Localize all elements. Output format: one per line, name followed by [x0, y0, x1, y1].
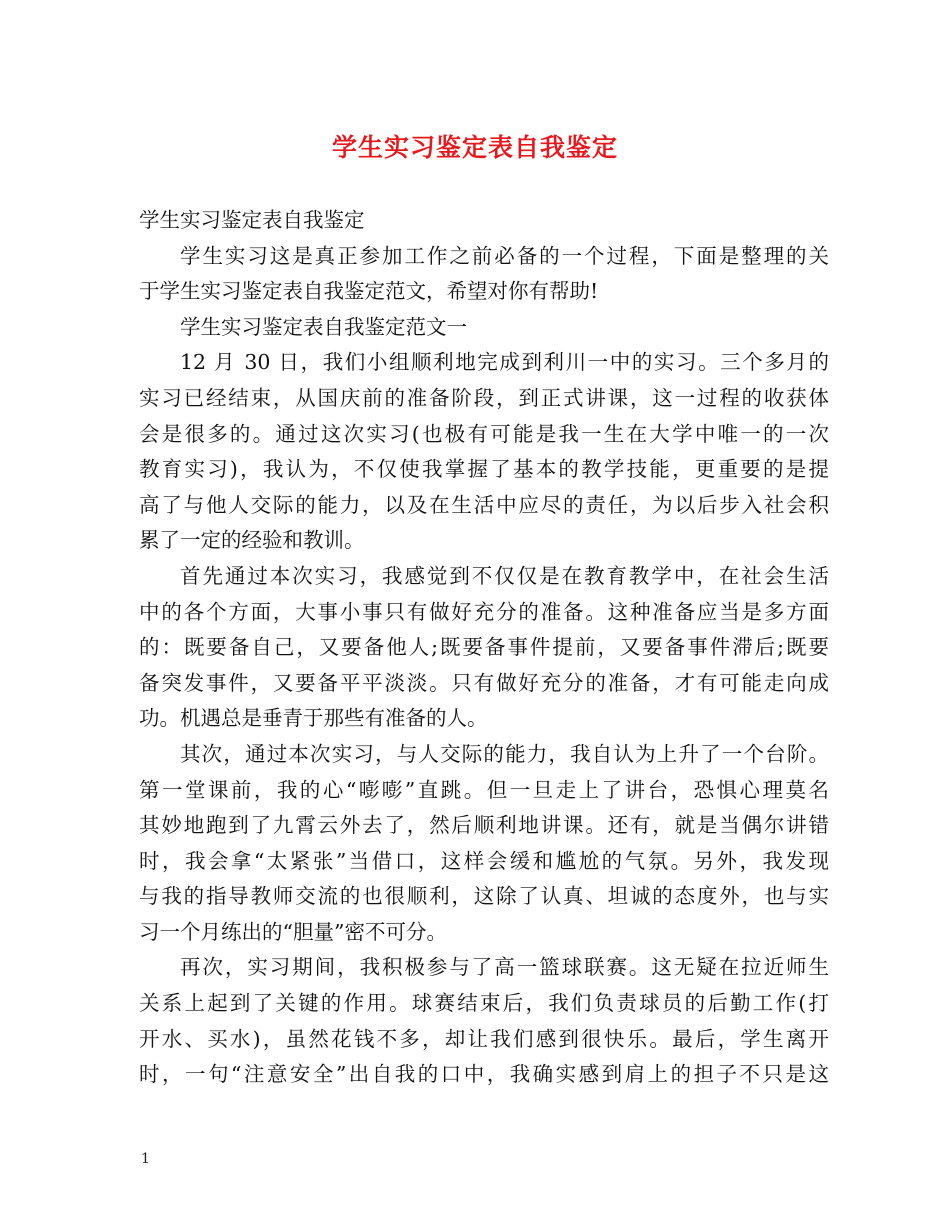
body-line: 中的各个方面，大事小事只有做好充分的准备。这种准备应当是多方面 [139, 599, 829, 624]
body-line: 关系上起到了关键的作用。球赛结束后，我们负责球员的后勤工作(打 [139, 991, 829, 1016]
body-line: 学生实习这是真正参加工作之前必备的一个过程，下面是整理的关 [180, 243, 829, 268]
body-line: 教育实习)，我认为，不仅使我掌握了基本的教学技能，更重要的是提 [139, 457, 829, 482]
body-line: 实习已经结束，从国庆前的准备阶段，到正式讲课，这一过程的收获体 [139, 385, 829, 410]
body-line: 第一堂课前，我的心“嘭嘭”直跳。但一旦走上了讲台，恐惧心理莫名 [139, 777, 829, 802]
body-line: 12 月 30 日，我们小组顺利地完成到利川一中的实习。三个多月的 [180, 350, 829, 375]
body-line: 会是很多的。通过这次实习(也极有可能是我一生在大学中唯一的一次 [139, 421, 829, 446]
body-line: 习一个月练出的“胆量”密不可分。 [139, 919, 447, 944]
body-line: 首先通过本次实习，我感觉到不仅仅是在教育教学中，在社会生活 [180, 563, 829, 588]
document-body [139, 203, 829, 1093]
document-title: 学生实习鉴定表自我鉴定 [331, 133, 618, 162]
body-line: 其次，通过本次实习，与人交际的能力，我自认为上升了一个台阶。 [180, 741, 829, 766]
body-line: 的：既要备自己，又要备他人;既要备事件提前，又要备事件滞后;既要 [139, 635, 829, 660]
body-line: 备突发事件，又要备平平淡淡。只有做好充分的准备，才有可能走向成 [139, 670, 829, 695]
body-line: 学生实习鉴定表自我鉴定 [139, 208, 365, 232]
body-line: 于学生实习鉴定表自我鉴定范文，希望对你有帮助! [139, 279, 599, 304]
body-line: 其妙地跑到了九霄云外去了，然后顺利地讲课。还有，就是当偶尔讲错 [139, 813, 829, 838]
body-line: 开水、买水)，虽然花钱不多，却让我们感到很快乐。最后，学生离开 [139, 1026, 829, 1051]
body-line: 时，我会拿“太紧张”当借口，这样会缓和尴尬的气氛。另外，我发现 [139, 848, 829, 873]
body-line: 累了一定的经验和教训。 [139, 528, 365, 553]
body-line: 时，一句“注意安全”出自我的口中，我确实感到肩上的担子不只是这 [139, 1062, 829, 1087]
body-line: 学生实习鉴定表自我鉴定范文一 [180, 314, 467, 339]
body-line: 与我的指导教师交流的也很顺利，这除了认真、坦诚的态度外，也与实 [139, 884, 829, 909]
body-line: 功。机遇总是垂青于那些有准备的人。 [139, 706, 488, 731]
page-number: 1 [141, 1151, 150, 1167]
body-line: 高了与他人交际的能力，以及在生活中应尽的责任，为以后步入社会积 [139, 492, 829, 517]
body-line: 再次，实习期间，我积极参与了高一篮球联赛。这无疑在拉近师生 [180, 955, 829, 980]
